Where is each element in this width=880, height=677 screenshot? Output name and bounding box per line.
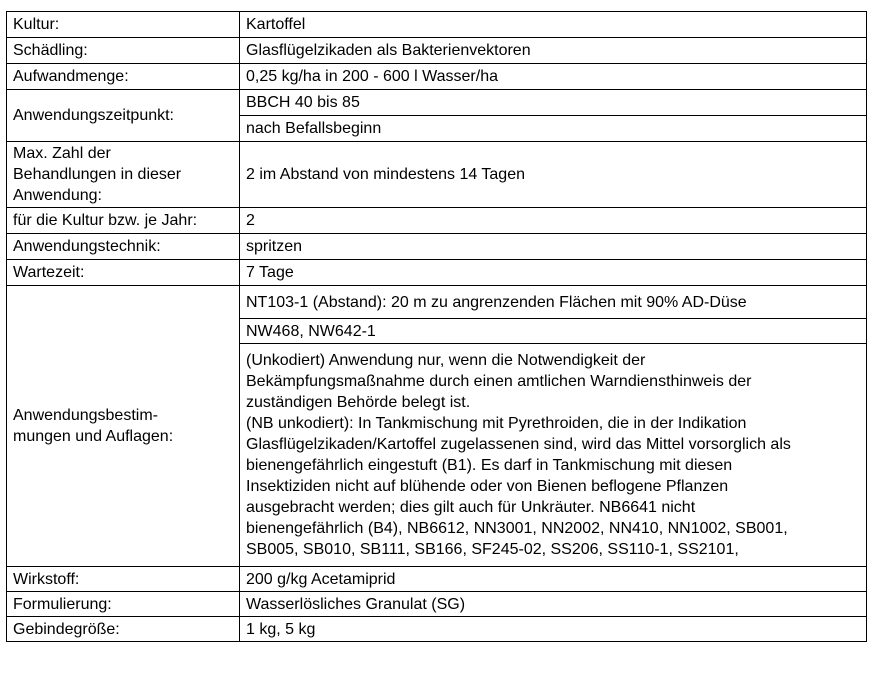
text-line: Insektiziden nicht auf blühende oder von Bienen beflogene Pflanzen xyxy=(246,478,729,495)
row-label xyxy=(7,286,240,567)
row-value: 0,25 kg/ha in 200 - 600 l Wasser/ha xyxy=(240,64,867,90)
text-line: Bekämpfungsmaßnahme durch einen amtlichen Warndiensthinweis der xyxy=(246,373,752,390)
row-value: Glasflügelzikaden als Bakterienvektoren xyxy=(240,38,867,64)
row-label: Anwendungszeitpunkt: xyxy=(7,90,240,142)
row-value: 1 kg, 5 kg xyxy=(240,617,867,642)
label-line: Max. Zahl der xyxy=(13,145,111,162)
table-row xyxy=(7,208,867,234)
row-value: spritzen xyxy=(240,234,867,260)
text-line: bienengefährlich eingestuft (B1). Es darf in Tankmischung mit diesen xyxy=(246,457,733,474)
row-label: Anwendungstechnik: xyxy=(7,234,240,260)
text-line: zuständigen Behörde belegt ist. xyxy=(246,394,471,411)
text-line: (Unkodiert) Anwendung nur, wenn die Notwendigkeit der xyxy=(246,352,646,369)
row-label: Wartezeit: xyxy=(7,260,240,286)
row-value: NW468, NW642-1 xyxy=(240,319,867,344)
table-row xyxy=(7,592,867,617)
table-row xyxy=(7,38,867,64)
row-value: Kartoffel xyxy=(240,12,867,38)
table-row xyxy=(7,64,867,90)
table-row xyxy=(7,617,867,642)
row-label xyxy=(7,142,240,208)
row-value: 200 g/kg Acetamiprid xyxy=(240,567,867,592)
text-line: bienengefährlich (B4), NB6612, NN3001, NN2002, NN410, NN1002, SB001, xyxy=(246,520,788,537)
row-label: Formulierung: xyxy=(7,592,240,617)
row-value: NT103-1 (Abstand): 20 m zu angrenzenden Flächen mit 90% AD-Düse xyxy=(240,286,867,319)
table-row xyxy=(7,286,867,319)
row-label: Schädling: xyxy=(7,38,240,64)
row-label: Aufwandmenge: xyxy=(7,64,240,90)
table-row xyxy=(7,90,867,116)
table-row xyxy=(7,234,867,260)
text-line: (NB unkodiert): In Tankmischung mit Pyrethroiden, die in der Indikation xyxy=(246,415,747,432)
row-label: Kultur: xyxy=(7,12,240,38)
table-row xyxy=(7,260,867,286)
table-row xyxy=(7,12,867,38)
row-value-long-text xyxy=(240,344,867,567)
row-value: 2 im Abstand von mindestens 14 Tagen xyxy=(240,142,867,208)
text-line: Glasflügelzikaden/Kartoffel zugelassenen sind, wird das Mittel vorsorglich als xyxy=(246,436,791,453)
row-value: nach Befallsbeginn xyxy=(240,116,867,142)
row-label: für die Kultur bzw. je Jahr: xyxy=(7,208,240,234)
label-line: mungen und Auflagen: xyxy=(13,428,174,445)
text-line: SB005, SB010, SB111, SB166, SF245-02, SS206, SS110-1, SS2101, xyxy=(246,541,739,558)
row-value: BBCH 40 bis 85 xyxy=(240,90,867,116)
row-value: Wasserlösliches Granulat (SG) xyxy=(240,592,867,617)
row-value: 7 Tage xyxy=(240,260,867,286)
row-value: 2 xyxy=(240,208,867,234)
label-line: Anwendung: xyxy=(13,187,102,204)
row-label: Gebindegröße: xyxy=(7,617,240,642)
table-row xyxy=(7,142,867,208)
text-line: ausgebracht werden; dies gilt auch für Unkräuter. NB6641 nicht xyxy=(246,499,696,516)
label-line: Anwendungsbestim- xyxy=(13,407,158,424)
label-line: Behandlungen in dieser xyxy=(13,166,182,183)
table-row xyxy=(7,567,867,592)
row-label: Wirkstoff: xyxy=(7,567,240,592)
product-spec-table xyxy=(6,11,867,642)
